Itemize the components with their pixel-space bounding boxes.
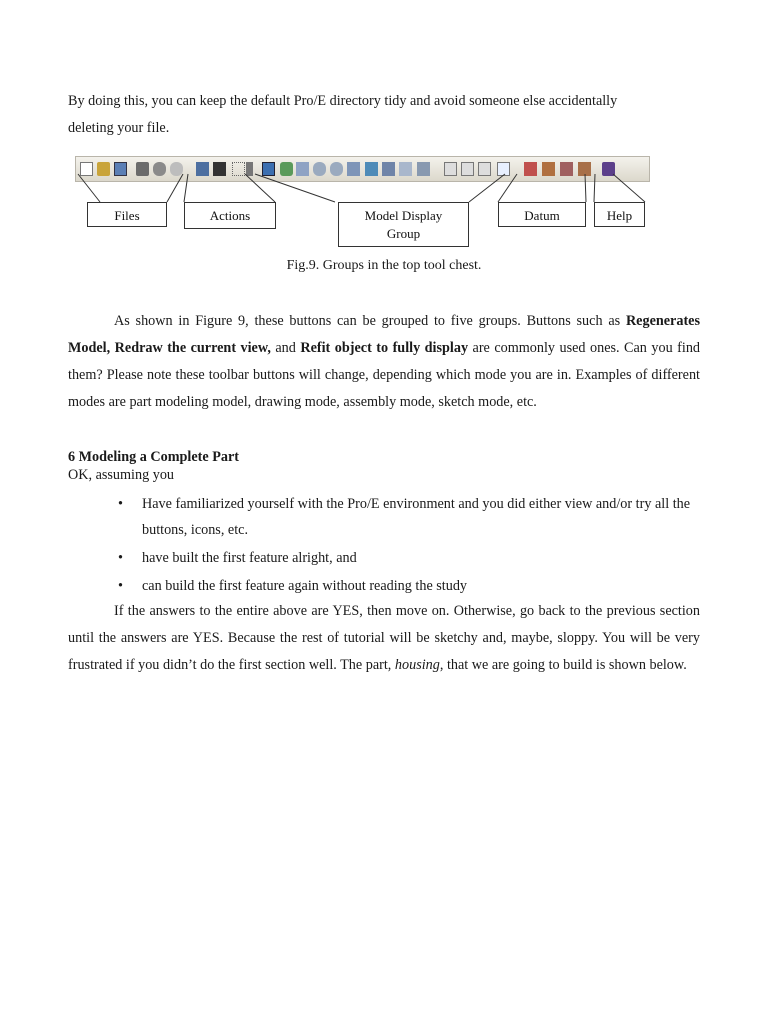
toolbar-figure bbox=[75, 152, 650, 252]
bold-refit-object: Refit object to fully display bbox=[300, 340, 469, 356]
bullet-marker: • bbox=[118, 550, 123, 566]
answers-paragraph bbox=[68, 598, 700, 679]
files-group-label bbox=[87, 202, 167, 227]
actions-group-label bbox=[184, 202, 276, 229]
intro-paragraph bbox=[68, 88, 700, 142]
list-item-text: have built the first feature alright, and bbox=[142, 550, 357, 566]
section-heading: 6 Modeling a Complete Part bbox=[68, 449, 240, 465]
list-item bbox=[68, 573, 700, 599]
groups-paragraph bbox=[68, 308, 700, 416]
groups-paragraph-text-3: are commonly used ones. Can you find them? Please note these toolbar buttons will change, depending which mode you are in. Examples of different modes are part modeling model, drawing mode, assembly mode, sketch mode, etc. bbox=[68, 340, 701, 410]
list-item-text: Have familiarized yourself with the Pro/E environment and you did either view and/or try all the buttons, icons, etc. bbox=[142, 496, 691, 538]
answers-paragraph-text-2: , that we are going to build is shown below. bbox=[439, 657, 687, 673]
section-lead: OK, assuming you bbox=[68, 467, 175, 483]
model-display-label-line-1: Model Display bbox=[364, 208, 443, 223]
model-display-group-label bbox=[338, 202, 469, 247]
datum-group-label bbox=[498, 202, 586, 227]
intro-line-2: deleting your file. bbox=[68, 120, 170, 136]
list-item bbox=[68, 491, 700, 543]
bold-regenerate-redraw: Regenerates Model, Redraw the current view, bbox=[68, 313, 700, 356]
answers-paragraph-text-1: If the answers to the entire above are YES, then move on. Otherwise, go back to the previous section until the answers are YES. Because the rest of tutorial will be sketchy and, maybe, sloppy. You will be very frustrated if you didn’t do the first section well. The part, bbox=[68, 603, 700, 673]
groups-paragraph-text-1: As shown in Figure 9, these buttons can be grouped to five groups. Buttons such as bbox=[114, 313, 626, 329]
bullet-marker: • bbox=[118, 578, 123, 594]
groups-paragraph-text-2: and bbox=[270, 340, 301, 356]
list-item bbox=[68, 545, 700, 571]
list-item-text: can build the first feature again without reading the study bbox=[142, 578, 468, 594]
intro-line-1: By doing this, you can keep the default Pro/E directory tidy and avoid someone else accidentally bbox=[68, 93, 618, 109]
help-group-label bbox=[594, 202, 645, 227]
files-label-text: Files bbox=[114, 208, 140, 223]
italic-housing: housing bbox=[394, 657, 440, 673]
datum-label-text: Datum bbox=[524, 208, 560, 223]
model-display-label-line-2: Group bbox=[386, 226, 421, 241]
bullet-marker: • bbox=[118, 496, 123, 512]
assumption-list bbox=[68, 491, 700, 599]
help-label-text: Help bbox=[606, 208, 633, 223]
figure-caption: Fig.9. Groups in the top tool chest. bbox=[286, 258, 482, 273]
actions-label-text: Actions bbox=[209, 208, 251, 223]
